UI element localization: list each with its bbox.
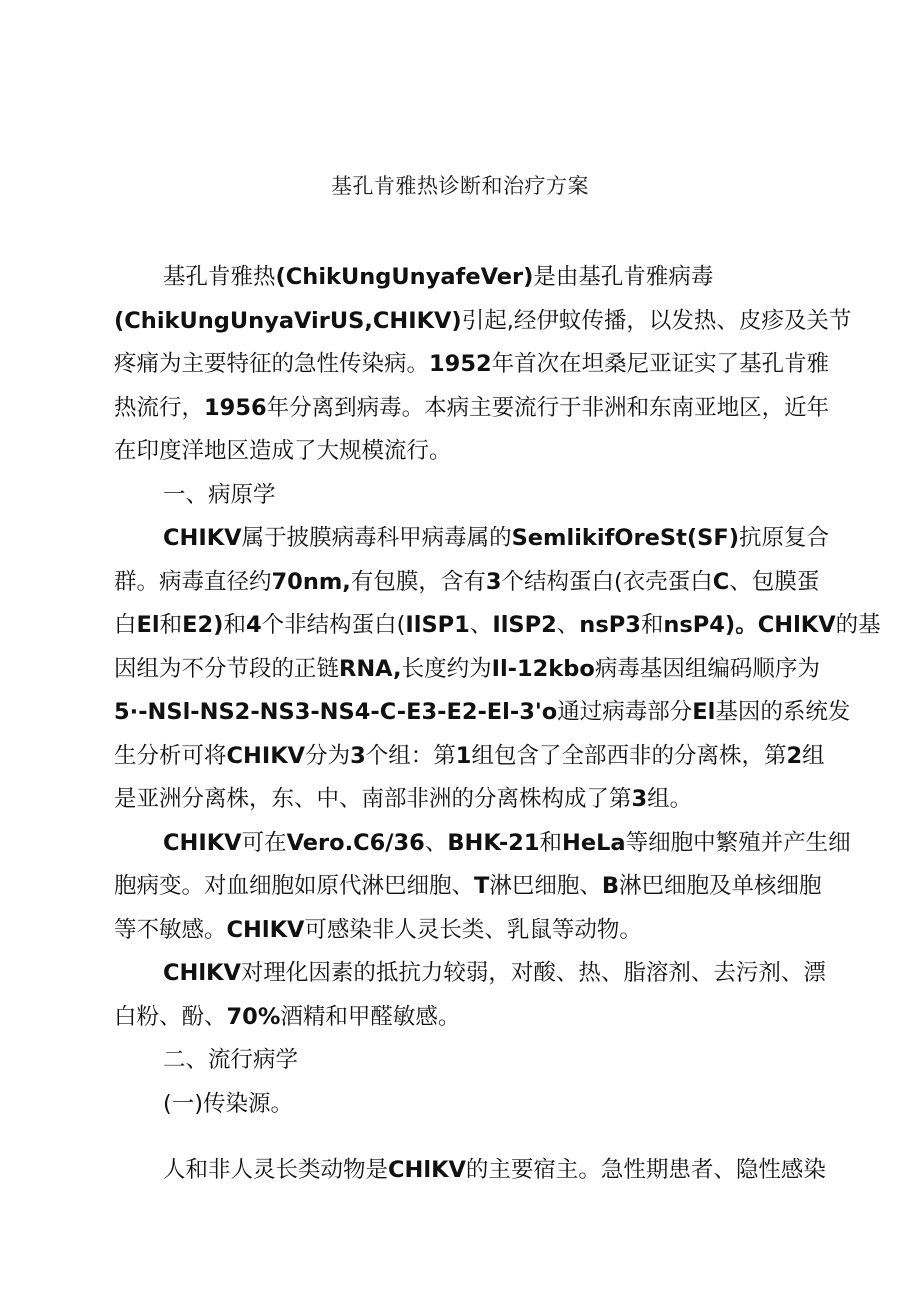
paragraph-line [114,349,829,379]
paragraph-line [163,828,851,858]
text-segment: CHlKV [757,612,836,638]
paragraph-line [163,523,829,553]
text-segment: 的主要宿主。急性期患者、隐性感染 [465,1157,826,1183]
text-segment: El [136,612,160,638]
text-segment: B [601,873,620,899]
text-segment: 可在 [241,830,287,856]
text-segment: 胞病变。对血细胞如原代淋巴细胞、 [114,873,475,899]
text-segment: 。 [735,612,758,638]
text-segment: SemlikifOreSt(SF) [511,525,739,551]
text-segment: 抗原复合 [738,525,829,551]
paragraph-line [114,741,825,771]
text-segment: 长度约为 [401,656,492,682]
text-segment: Vero.C6/36 [286,830,425,856]
paragraph-line [114,393,829,423]
text-segment: 和 [159,612,183,638]
text-segment: 二、流行病学 [163,1047,299,1073]
text-segment: 是亚洲分离株，东、中、南部非洲的分离株构成了第 [114,786,632,812]
text-segment: Il-12kbo [491,656,595,682]
text-segment: 组包含了全部西非的分离株，第 [471,743,787,769]
text-segment: 和 [539,830,562,856]
text-segment: 70nm, [271,569,351,595]
text-segment: 、包膜蛋 [729,569,820,595]
text-segment: 引起,经伊蚊传播，以发热、皮疹及关节 [461,308,852,334]
paragraph-line [114,871,822,901]
paragraph-line [114,915,642,945]
text-segment: 属于披膜病毒科甲病毒属的 [241,525,512,551]
text-segment: 1 [455,743,472,769]
text-segment: 4 [245,612,262,638]
text-segment: (ChikUngUnyaVirUS,CHIKV) [114,308,462,334]
paragraph-line [163,262,713,292]
text-segment: 个非结构蛋白( [261,612,406,638]
text-segment: 酒精和甲醛敏感。 [280,1004,461,1030]
section-heading [163,480,276,510]
text-segment: (ChikUngUnyafeVer) [275,264,534,290]
page-title: 基孔肯雅热诊断和治疗方案 [331,174,589,198]
paragraph-line [114,784,692,814]
paragraph-line [163,1155,826,1185]
text-segment: BHK-21 [447,830,540,856]
text-segment: 3 [350,743,366,769]
text-segment: 和 [223,612,246,638]
paragraph-line [114,567,819,597]
paragraph-line [114,654,820,684]
text-segment: 和 [640,612,664,638]
text-segment: 群。病毒直径约 [114,569,272,595]
text-segment: 等不敏感。 [114,917,227,943]
text-segment: 因组为不分节段的正链 [114,656,340,682]
text-segment: CHlKV [388,1157,466,1183]
paragraph-line [114,1002,460,1032]
text-segment: HeLa [561,830,626,856]
text-segment: CHIKV [163,525,242,551]
text-segment: El [692,699,716,725]
text-segment: 个组：第 [365,743,456,769]
text-segment: 1956 [204,395,267,421]
text-segment: CHIKV [226,743,306,769]
text-segment: 可感染非人灵长类、乳鼠等动物。 [304,917,642,943]
text-segment: 组。 [647,786,693,812]
text-segment: 的基 [835,612,881,638]
text-segment: T [474,873,490,899]
text-segment: CHIKV [163,830,242,856]
text-segment: 对理化因素的抵抗力较弱，对酸、热、脂溶剂、去污剂、漂 [240,960,826,986]
text-segment: 、 [556,612,580,638]
text-segment: RNA, [339,656,402,682]
text-segment: 疼痛为主要特征的急性传染病。 [114,351,430,377]
text-segment: 3 [631,786,648,812]
text-segment: 一、病原学 [163,482,276,508]
text-segment: 、 [424,830,448,856]
paragraph-line [163,958,826,988]
text-segment: (一)传染源。 [163,1091,294,1117]
text-segment: 基因的系统发 [715,699,851,725]
text-segment: nsP3 [579,612,641,638]
text-segment: E2) [182,612,224,638]
text-segment: 年分离到病毒。本病主要流行于非洲和东南亚地区，近年 [266,395,830,421]
text-segment: 、 [469,612,493,638]
paragraph-line [114,306,851,336]
text-segment: 生分析可将 [114,743,227,769]
text-segment: CHlKV [163,960,241,986]
section-heading [163,1045,298,1075]
subsection-heading [163,1089,293,1119]
paragraph-line [114,610,881,640]
text-segment: 个结构蛋白(衣壳蛋白 [501,569,713,595]
text-segment: 基孔肯雅热 [163,264,276,290]
text-segment: 分为 [305,743,351,769]
paragraph-line [114,436,452,466]
text-segment: 70% [226,1004,281,1030]
text-segment: 淋巴细胞及单核细胞 [619,873,822,899]
text-segment: 3 [485,569,502,595]
text-segment: IlSP2 [492,612,557,638]
text-segment: 等细胞中繁殖并产生细 [625,830,851,856]
text-segment: 白 [114,612,137,638]
text-segment: 人和非人灵长类动物是 [163,1157,389,1183]
text-segment: 通过病毒部分 [557,699,693,725]
text-segment: nsP4) [663,612,736,638]
text-segment: 热流行， [114,395,205,421]
text-segment: IlSP1 [405,612,470,638]
text-segment: 是由基孔肯雅病毒 [533,264,714,290]
text-segment: 白粉、酚、 [114,1004,227,1030]
text-segment: 年首次在坦桑尼亚证实了基孔肯雅 [491,351,830,377]
text-segment: 5·-NSl-NS2-NS3-NS4-C-E3-E2-El-3'o [114,699,558,725]
text-segment: CHlKV [226,917,305,943]
text-segment: 有包膜，含有 [350,569,486,595]
text-segment: C [712,569,730,595]
paragraph-line [114,697,850,727]
text-segment: 2 [786,743,803,769]
text-segment: 1952 [429,351,492,377]
text-segment: 病毒基因组编码顺序为 [594,656,820,682]
text-segment: 淋巴细胞、 [489,873,602,899]
text-segment: 在印度洋地区造成了大规模流行。 [114,438,452,464]
text-segment: 组 [802,743,825,769]
